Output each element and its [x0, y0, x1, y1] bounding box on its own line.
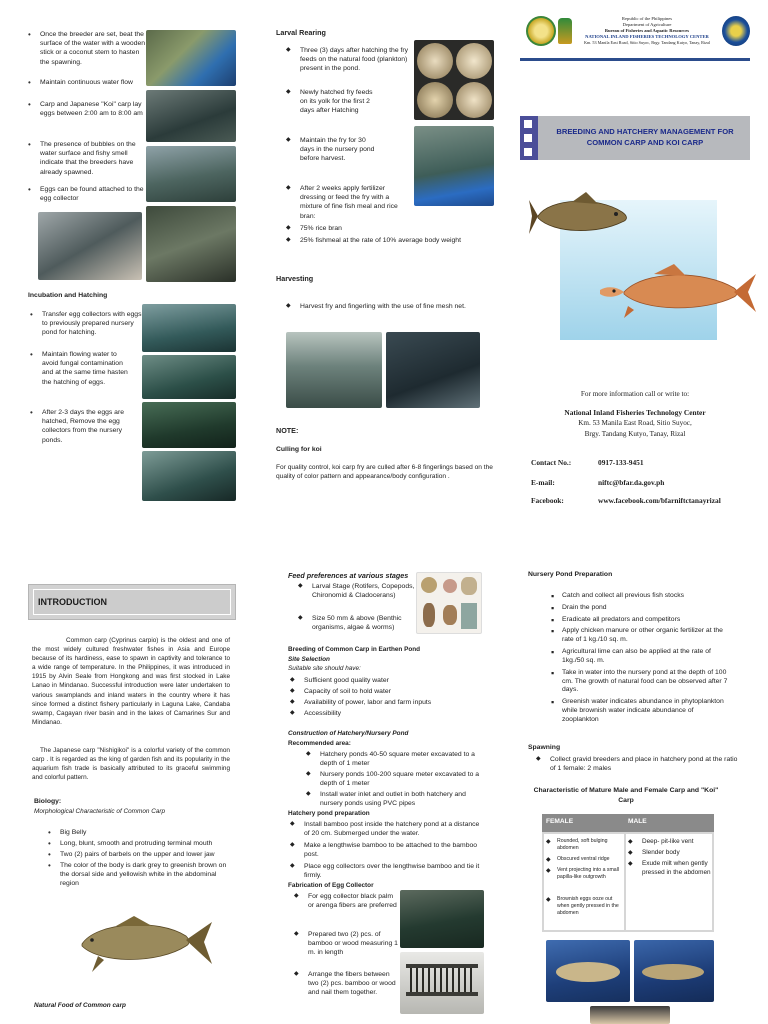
site-subheading: Suitable site should have:: [288, 665, 361, 672]
spawning-bullet: ◆ Collect gravid breeders and place in hatchery pond at the ratio of 1 female: 2 males: [534, 755, 738, 773]
spawning-bullet-5: • Eggs can be found attached to the egg collector: [26, 185, 144, 203]
nursery-heading: Nursery Pond Preparation: [528, 571, 613, 578]
koi-carp-illustration: [594, 262, 756, 320]
center-address-2: Brgy. Tandang Kutyo, Tanay, Rizal: [584, 430, 686, 438]
spawning-heading: Spawning: [528, 744, 561, 751]
hatchery-prep-bullet-2: ◆ Make a lengthwise bamboo to be attached to the bamboo post.: [288, 841, 482, 859]
site-bullet-3: ◆ Availability of power, labor and farm inputs: [288, 698, 478, 707]
incubation-bullet-1: • Transfer egg collectors with eggs to previously prepared nursery pond for hatching.: [28, 310, 144, 338]
center-address-1: Km. 53 Manila East Road, Sitio Suyoc,: [578, 419, 692, 427]
title-accent-sq-2: [524, 134, 532, 142]
recommended-bullet-2: ◆ Nursery ponds 100-200 square meter excavated to a depth of 1 meter: [304, 770, 482, 788]
note-heading: NOTE:: [276, 426, 299, 435]
nursery-step-4: ▪ Apply chicken manure or other organic fertilizer at the rate of 1 kg./10 sq. m.: [550, 627, 732, 645]
biology-heading: Biology:: [34, 798, 62, 805]
breeding-heading: Breeding of Common Carp in Earthen Pond: [288, 646, 421, 653]
larval-bullet-4: ◆ After 2 weeks apply fertilizer dressing or feed the fry with a mixture of fine fish meal and rice bran:: [284, 184, 412, 221]
site-bullet-1: ◆ Sufficient good quality water: [288, 676, 478, 685]
photo-worker-pond: [146, 146, 236, 202]
incubation-bullet-2: • Maintain flowing water to avoid fungal contamination and at the same time hasten the hatching of eggs.: [28, 350, 128, 387]
plankton-photo-grid: [416, 572, 482, 634]
fabrication-bullet-2: ◆ Prepared two (2) pcs. of bamboo or wood measuring 1 m. in length: [292, 930, 398, 958]
photo-egg-collector-2: [146, 206, 236, 282]
larval-bullet-2: ◆ Newly hatched fry feeds on its yolk for the first 2 days after Hatching: [284, 88, 374, 116]
facebook-label: Facebook:: [531, 496, 564, 505]
brochure-title: BREEDING AND HATCHERY MANAGEMENT FOR COMMON CARP AND KOI CARP: [556, 127, 734, 147]
common-carp-illustration: [528, 190, 648, 242]
title-accent-sq-3: [524, 148, 532, 156]
title-accent-sq-1: [524, 120, 532, 128]
nursery-step-7: ▪ Greenish water indicates abundance in phytoplankton while brownish water indicate abundance of zooplankton: [550, 698, 732, 724]
spawning-bullet-4: • The presence of bubbles on the water surface and fishy smell indicate that the breeders have already spawned.: [26, 140, 146, 177]
photo-pond-tank: [146, 90, 236, 142]
photo-egg-collector-1: [38, 212, 142, 280]
larval-bullet-6: ◆ 25% fishmeal at the rate of 10% average body weight: [284, 236, 474, 245]
photo-nursery-pond-2: [142, 355, 236, 399]
facebook-link[interactable]: www.facebook.com/bfarniftctanayrizal: [598, 496, 721, 505]
larval-bullet-5: ◆ 75% rice bran: [284, 224, 434, 233]
site-bullet-2: ◆ Capacity of soil to hold water: [288, 687, 478, 696]
center-name: National Inland Fisheries Technology Center: [564, 408, 706, 417]
site-heading: Site Selection: [288, 656, 330, 663]
spawning-bullet-3: • Carp and Japanese "Koi" carp lay eggs between 2:00 am to 8:00 am: [26, 100, 146, 118]
agency-line-4: NATIONAL INLAND FISHERIES TECHNOLOGY CENTER: [585, 33, 709, 39]
larval-bullet-1: ◆ Three (3) days after hatching the fry feeds on the natural food (plankton) present in the pond.: [284, 46, 410, 74]
photo-koi-carp: [590, 1006, 670, 1024]
photo-male-carp: [634, 940, 714, 1002]
natural-food-heading: Natural Food of Common carp: [34, 1002, 126, 1009]
photo-breeder-basin: [146, 30, 236, 86]
feed-bullet-2: ◆ Size 50 mm & above (Benthic organisms, algae & worms): [296, 614, 420, 632]
nursery-step-5: ▪ Agricultural lime can also be applied at the rate of 1kg./50 sq. m.: [550, 648, 732, 666]
agency-line-3: Bureau of Fisheries and Aquatic Resources: [604, 27, 690, 33]
hatchery-prep-bullet-3: ◆ Place egg collectors over the lengthwise bamboo and tie it firmly.: [288, 862, 482, 880]
biology-bullet-4: • The color of the body is dark grey to greenish brown on the dorsal side and yellowish white in the abdominal region: [46, 861, 236, 889]
photo-harvest-net-pond: [286, 332, 382, 408]
fabrication-heading: Fabrication of Egg Collector: [288, 882, 374, 889]
photo-nursery-pond-3: [142, 402, 236, 448]
feed-bullet-1: ◆ Larval Stage (Rotifers, Copepods, Chironomid & Cladocerans): [296, 582, 420, 600]
photo-egg-collector-fibers: [400, 952, 484, 1014]
bfar-logo-icon: [526, 16, 556, 46]
biology-bullet-3: • Two (2) pairs of barbels on the upper and lower jaw: [46, 850, 242, 859]
email-link[interactable]: niftc@bfar.da.gov.ph: [598, 478, 665, 487]
spawning-bullet-1: • Once the breeder are set, beat the surface of the water with a wooden stick or a coconut stem to hasten the spawning.: [26, 30, 146, 67]
nursery-step-2: ▪ Drain the pond: [550, 604, 732, 613]
intro-paragraph-1: Common carp (Cyprinus carpio) is the oldest and one of the most widely cultured freshwater fishes in Asia and Europe because of its hardiness, ease to spawn in captivity and tolerance to a wide range of temperature. In the Philippines, it was introduced in 1915 by Alvin Seale from Hongkong and was first stocked in Lake Lanao in Mindanao. Successful introduction were later undertaken to various swamplands and inland waters in the country where it has since formed a distinct fishery particularly in Laguna Lake, Candaba swamp, Cagayan river basin and in the lakes of Camarines Sur and Mindanao.: [32, 637, 230, 726]
recommended-heading: Recommended area:: [288, 740, 351, 747]
photo-harvest-basin: [414, 126, 494, 206]
male-trait-3: ◆ Exude milt when gently pressed in the abdomen: [626, 860, 712, 877]
culling-text: For quality control, koi carp fry are culled after 6-8 fingerlings based on the quality of color pattern and appearance/body configuration .: [276, 464, 493, 480]
photo-female-carp: [546, 940, 630, 1002]
agency-line-2: Department of Agriculture: [622, 21, 672, 27]
feed-heading: Feed preferences at various stages: [288, 571, 409, 580]
female-trait-2: ◆ Obscured ventral ridge: [544, 856, 624, 863]
spawning-bullet-2: • Maintain continuous water flow: [26, 78, 146, 87]
fabrication-bullet-3: ◆ Arrange the fibers between two (2) pcs. bamboo or wood and nail them together.: [292, 970, 398, 998]
nursery-list: [550, 592, 732, 728]
larval-rearing-heading: Larval Rearing: [276, 28, 326, 37]
hatchery-prep-heading: Hatchery pond preparation: [288, 810, 370, 817]
fabrication-bullet-1: ◆ For egg collector black palm or arenga fibers are preferred: [292, 892, 398, 910]
characteristics-table: [542, 814, 714, 932]
female-trait-4: ◆ Brownish eggs ooze out when gently pressed in the abdomen: [544, 896, 624, 917]
male-trait-1: ◆ Deep- pit-like vent: [626, 838, 712, 847]
photo-nursery-pond-4: [142, 451, 236, 501]
hatchery-prep-bullet-1: ◆ Install bamboo post inside the hatchery pond at a distance of 20 cm. Submerged under the water.: [288, 820, 482, 838]
contact-label: Contact No.:: [531, 458, 572, 467]
construction-heading: Construction of Hatchery/Nursery Pond: [288, 730, 409, 737]
contact-intro: For more information call or write to:: [580, 390, 690, 398]
nursery-step-6: ▪ Take in water into the nursery pond at the depth of 100 cm. The growth of natural food can be observed after 7 days.: [550, 669, 732, 695]
harvesting-heading: Harvesting: [276, 274, 314, 283]
nursery-step-3: ▪ Eradicate all predators and competitors: [550, 616, 732, 625]
agency-line-1: Republic of the Philippines: [621, 16, 673, 21]
intro-heading: INTRODUCTION: [38, 597, 107, 607]
male-trait-2: ◆ Slender body: [626, 849, 712, 858]
recommended-bullet-1: ◆ Hatchery ponds 40-50 square meter excavated to a depth of 1 meter: [304, 750, 484, 768]
biology-bullet-2: • Long, blunt, smooth and protruding terminal mouth: [46, 839, 236, 848]
email-label: E-mail:: [531, 478, 555, 487]
incubation-bullet-3: • After 2-3 days the eggs are hatched, Remove the egg collectors from the nursery ponds.: [28, 408, 128, 445]
female-trait-3: ◆ Vent projecting into a small papilla-like outgrowth: [544, 867, 624, 881]
agency-line-5: Km. 53 Manila East Road, Sitio Suyoc, Brgy. Tandang Kutyo, Tanay, Rizal: [584, 39, 710, 45]
incubation-heading: Incubation and Hatching: [28, 292, 108, 299]
biology-bullet-1: • Big Belly: [46, 828, 236, 837]
recommended-bullet-3: ◆ Install water inlet and outlet in both hatchery and nursery ponds using PVC pipes: [304, 790, 484, 808]
biology-subheading: Morphological Characteristic of Common Carp: [34, 808, 166, 815]
female-trait-1: ◆ Rounded, soft bulging abdomen: [544, 838, 624, 852]
photo-harvest-net-closeup: [386, 332, 480, 408]
photo-egg-collector-pond: [400, 890, 484, 948]
contact-value[interactable]: 0917-133-9451: [598, 458, 644, 467]
intro-paragraph-2: The Japanese carp "Nishigikoi" is a colorful variety of the common carp . It is regarded as the king of garden fish and its popularity in the aquarium fish trade is basically attributed to its graceful swimming and colorful pattern.: [32, 747, 230, 782]
larval-bullet-3: ◆ Maintain the fry for 30 days in the nursery pond before harvest.: [284, 136, 376, 164]
site-bullet-4: ◆ Accessibility: [288, 709, 478, 718]
characteristics-heading: Characteristic of Mature Male and Female Carp and "Koi" Carp: [533, 787, 719, 805]
agency-header: [560, 16, 734, 45]
header-rule: [520, 58, 750, 61]
common-carp-photo: [68, 912, 212, 974]
male-header: MALE: [628, 818, 647, 825]
photo-nursery-pond-1: [142, 304, 236, 352]
culling-heading: Culling for koi: [276, 446, 322, 453]
nursery-step-1: ▪ Catch and collect all previous fish stocks: [550, 592, 732, 601]
harvesting-bullet: ◆ Harvest fry and fingerling with the use of fine mesh net.: [284, 302, 484, 311]
female-header: FEMALE: [546, 818, 574, 825]
photo-larvae-microscope: [414, 40, 494, 120]
